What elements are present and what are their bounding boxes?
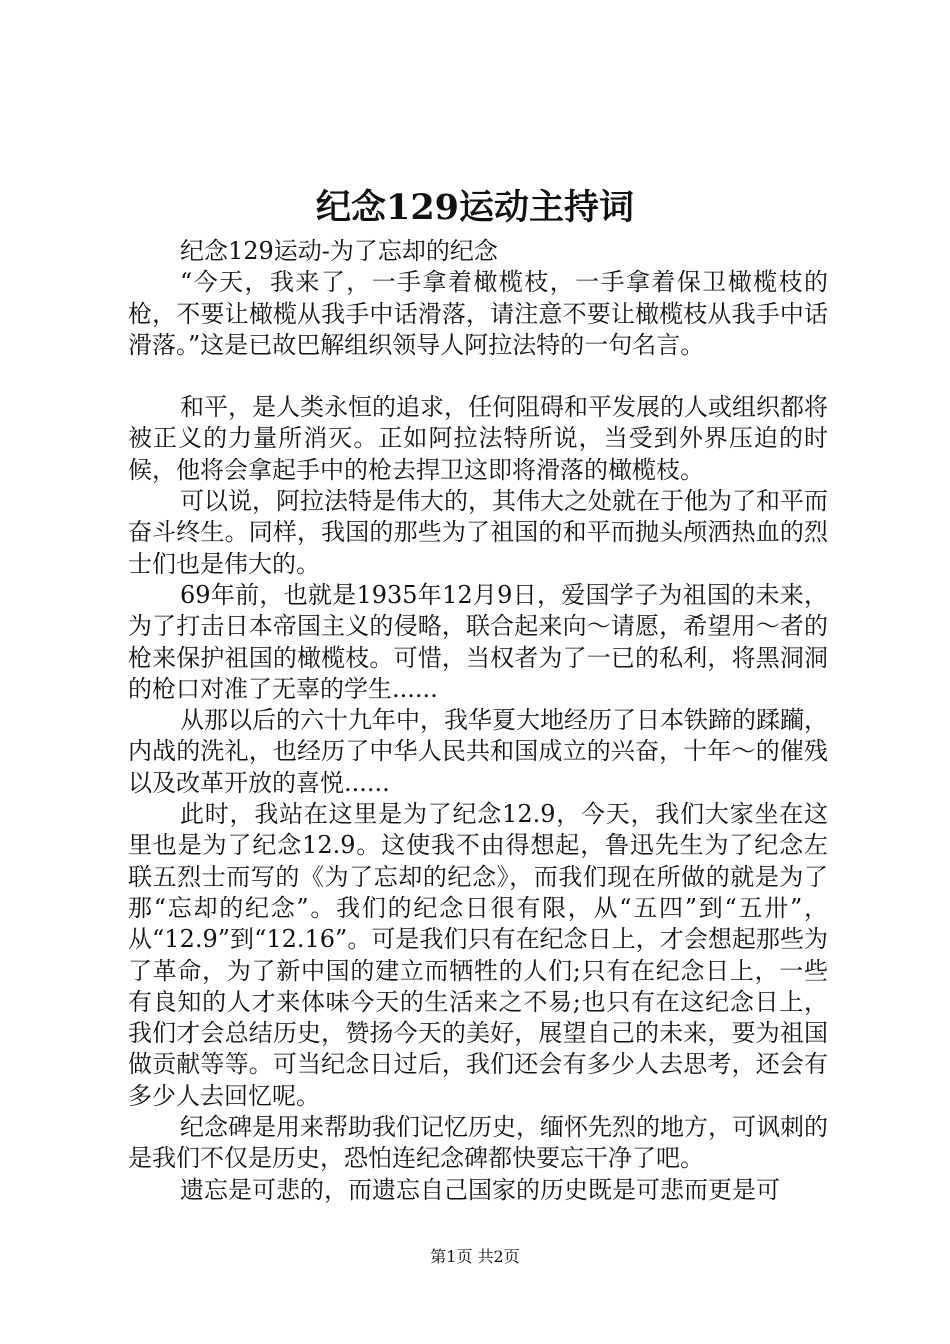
body-paragraph-peace: 和平，是人类永恒的追求，任何阻碍和平发展的人或组织都将被正义的力量所消灭。正如阿拉法特所说，当受到外界压迫的时候，他将会拿起手中的枪去捍卫这即将滑落的橄榄枝。 [128, 393, 828, 484]
body-paragraph-arafat: 可以说，阿拉法特是伟大的，其伟大之处就在于他为了和平而奋斗终生。同样，我国的那些为了祖国的和平而抛头颅洒热血的烈士们也是伟大的。 [128, 487, 828, 578]
body-paragraph-history: 69年前，也就是1935年12月9日，爱国学子为祖国的未来，为了打击日本帝国主义的侵略，联合起来向～请愿，希望用～者的枪来保护祖国的橄榄枝。可惜，当权者为了一已的私利，将黑洞洞的枪口对准了无辜的学生...... [128, 580, 828, 703]
body-paragraph-sixty-nine-years: 从那以后的六十九年中，我华夏大地经历了日本铁蹄的蹂躏，内战的洗礼，也经历了中华人民共和国成立的兴奋，十年～的催残以及改革开放的喜悦...... [128, 706, 828, 797]
body-paragraph-monument: 纪念碑是用来帮助我们记忆历史，缅怀先烈的地方，可讽刺的是我们不仅是历史，恐怕连纪念碑都快要忘干净了吧。 [128, 1113, 828, 1173]
body-paragraph-forgetting: 遗忘是可悲的，而遗忘自己国家的历史既是可悲而更是可 [180, 1175, 780, 1204]
page-number-footer: 第1页 共2页 [430, 1247, 520, 1266]
subtitle-paragraph: 纪念129运动-为了忘却的纪念 [180, 237, 498, 265]
document-body [128, 236, 828, 1206]
body-paragraph-commemoration: 此时，我站在这里是为了纪念12.9，今天，我们大家坐在这里也是为了纪念12.9。这使我不由得想起，鲁迅先生为了纪念左联五烈士而写的《为了忘却的纪念》，而我们现在所做的就是为了那“忘却的纪念”。我们的纪念日很有限，从“五四”到“五卅”，从“12.9”到“12.16”。可是我们只有在纪念日上，才会想起那些为了革命，为了新中国的建立而牺牲的人们;只有在纪念日上，一些有良知的人才来体味今天的生活来之不易;也只有在这纪念日上，我们才会总结历史，赞扬今天的美好，展望自己的未来，要为祖国做贡献等等。可当纪念日过后，我们还会有多少人去思考，还会有多少人去回忆呢。 [128, 800, 828, 1110]
document-title: 纪念129运动主持词 [315, 187, 635, 228]
paragraph-spacer [128, 361, 828, 392]
body-paragraph-quote: “今天，我来了，一手拿着橄榄枝，一手拿着保卫橄榄枝的枪，不要让橄榄从我手中话滑落，请注意不要让橄榄枝从我手中话滑落。”这是已故巴解组织领导人阿拉法特的一句名言。 [128, 268, 828, 359]
